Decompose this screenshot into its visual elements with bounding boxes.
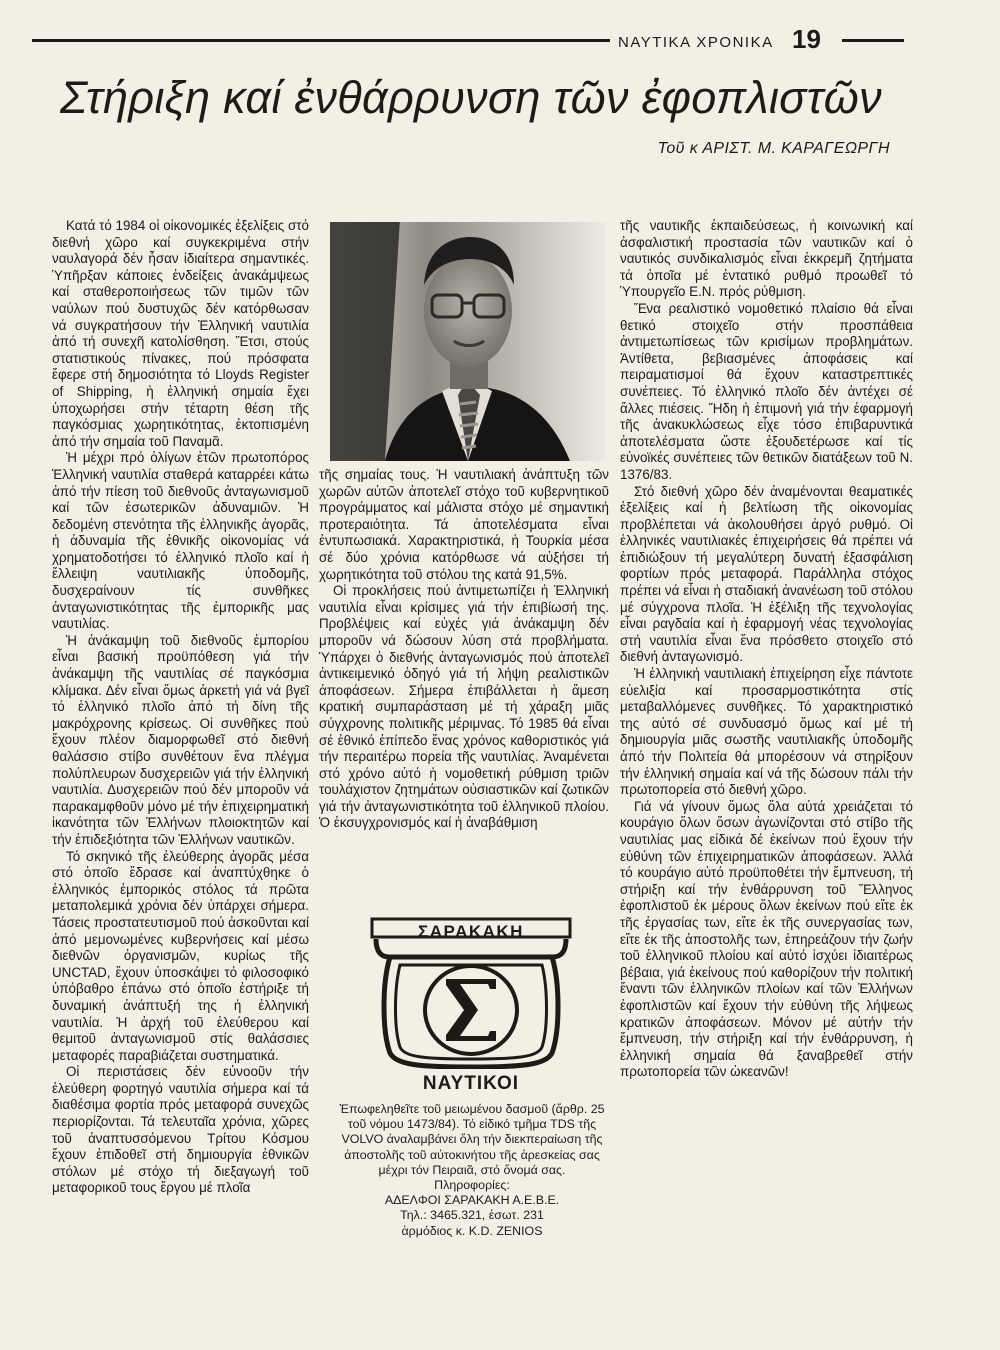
article-column-2: [319, 467, 609, 887]
paragraph: τῆς σημαίας τους. Ἡ ναυτιλιακή ἀνάπτυξη τῶν χωρῶν αὐτῶν ἀποτελεῖ στόχο τοῦ κυβερνητικοῦ προγράμματος καί μάλιστα στόχο μέ σημαντική προτεραιότητα. Τά ἀποτελέσματα εἶναι ἐντυπωσιακά. Χαρακτηριστικά, ἡ Τουρκία μέσα σέ δύο χρόνια κατόρθωσε νά αὐξήσει τή χωρητικότητα τοῦ στόλου της κατά 91,5%.: [319, 467, 609, 582]
article-column-1: [52, 218, 309, 1283]
portrait-illustration: [330, 219, 606, 461]
paragraph: τῆς ναυτικῆς ἐκπαιδεύσεως, ἡ κοινωνική καί ἀσφαλιστική προστασία τῶν ναυτικῶν καί ὁ ναυτικός συνδικαλισμός εἶναι ἐκκρεμῆ ζητήματα τά ὁποῖα μέ ἐντατικό ρυθμό προωθεῖ τό Ὑπουργεῖο Ε.Ν. πρός ρύθμιση.: [620, 218, 913, 300]
paragraph: Κατά τό 1984 οἱ οἰκονομικές ἐξελίξεις στό διεθνή χῶρο καί συγκεκριμένα στήν ναυλαγορά δέν ἦσαν ἰδιαίτερα σημαντικές. Ὑπῆρξαν κάποιες ἐνδείξεις ἀνακάμψεως καί σταθεροποιήσεως τῶν τιμῶν τῶν ναύλων πού δυστυχῶς δέν κατόρθωσαν νά συγκρατήσουν τήν Ἑλληνική ναυτιλία ἀπό τή συνεχῆ κατολίσθηση. Ἔτσι, στούς στατιστικούς πίνακες, πού πρόσφατα ἔφερε στή δημοσιότητα τό Lloyds Register of Shipping, ἡ ἑλληνική σημαία ἔχει ὑποχωρήσει στήν τέταρτη θέση τῆς παγκόσμιας χωρητικότητας, ἐκτοπισμένη ἀπό τήν σημαία τοῦ Παναμᾶ.: [52, 218, 309, 449]
phone-number: Τηλ.: 3465.321, ἐσωτ. 231: [400, 1208, 544, 1223]
paragraph: Ἡ ἀνάκαμψη τοῦ διεθνοῦς ἐμπορίου εἶναι βασική προϋπόθεση γιά τήν ἀνάκαμψη τῆς ναυτιλίας σέ παγκόσμια κλίμακα. Δέν εἶναι ὅμως ἀρκετή γιά νά βγεῖ τό ἑλληνικό πλοῖο ἀπό τή δίνη τῆς μακρόχρονης κρίσεως. Οἱ συνθῆκες πού ἔχουν πλέον διαμορφωθεῖ στό διεθνή θαλάσσιο στίβο συνθέτουν ἕνα πλέγμα πολύπλευρων δυσχερειῶν γιά τήν ἑλληνική ναυτιλία. Δυσχερειῶν πού δέν μποροῦν νά παρακαμφθοῦν μόνο μέ τήν ἐπιχειρηματική ἱκανότητα τῶν Ἑλλήνων πλοιοκτητῶν καί τήν ἐπιδεξιότητα τῶν Ἑλλήνων ναυτικῶν.: [52, 632, 309, 847]
article-title: Στήριξη καί ἐνθάρρυνση τῶν ἐφοπλιστῶν: [60, 72, 882, 123]
brand-name: ΣΑΡΑΚΑΚΗ: [418, 922, 524, 941]
article-column-3: [620, 218, 913, 1288]
page-number: 19: [792, 24, 821, 54]
advertisement-block: [332, 905, 610, 1238]
paragraph: Τό σκηνικό τῆς ἐλεύθερης ἀγορᾶς μέσα στό ὁποῖο ἔδρασε καί ἀναπτύχθηκε ὁ ἑλληνικός ἐμπορικός στόλος τά πρῶτα μεταπολεμικά χρόνια δέν ὑπάρχει σήμερα. Τάσεις προστατευτισμοῦ πού ἀσκοῦνται καί ἀπό μεμονωμένες κυβερνήσεις καί μέσω διεθνῶν ὀργανισμῶν, κυρίως τῆς UNCTAD, ἔχουν ὑποσκάψει τό φιλοσοφικό ὑπόβαθρο ἐπάνω στό ὁποῖο ἐστήριξε τή δυναμική ἀνάπτυξή της ἡ ἑλληνική ναυτιλία. Ἡ ἀρχή τοῦ ἐλεύθερου καί θεμιτοῦ ἀνταγωνισμοῦ στίς θαλάσσιες μεταφορές παραβιάζεται συστηματικά.: [52, 848, 309, 1063]
paragraph: Γιά νά γίνουν ὅμως ὅλα αὐτά χρειάζεται τό κουράγιο ὅλων ὅσων ἀγωνίζονται στό στίβο τῆς ναυτιλίας μας εἰδικά δέ ἐκείνων πού ἔχουν τήν εὐθύνη τῶν ἐπιχειρηματικῶν ἀποφάσεων. Ἀλλά τό κουράγιο αὐτό προϋποθέτει τήν ἔμπνευση, τή στήριξη καί τήν ἐνθάρρυνση τοῦ Ἕλληνος ἐφοπλιστοῦ ἐκ μέρους ὅλων ἐκείνων πού εἴτε ἐκ τῆς ἐργασίας των, εἴτε ἐκ τῆς συνεργασίας των, εἴτε ἐκ τῆς ἀποστολῆς των, ἐπηρεάζουν τήν ζωήν τοῦ ἑλληνικοῦ πλοίου καί αὐτό ἰσχύει ἰδιαιτέρως βέβαια, γιά ἐκείνους πού καθορίζουν τήν πολιτική ἔναντι τῶν ἑλληνικῶν πλοίων καί τῶν Ἑλλήνων ἐφοπλιστῶν καί ἔχουν τήν εὐθύνη τῆς λήψεως κρατικῶν ἀποφάσεων. Μόνον μέ αὐτήν τήν ἔμπνευση, τήν στήριξη καί τήν ἐνθάρρυνση, ἡ ἑλληνική σημαία θά ξαναβρεθεῖ στήν πρωτοπορεία τῶν ὠκεανῶν!: [620, 798, 913, 1080]
company-name: ΑΔΕΛΦΟΙ ΣΑΡΑΚΑΚΗ Α.Ε.Β.Ε.: [384, 1193, 560, 1208]
paragraph: Ἡ μέχρι πρό ὀλίγων ἐτῶν πρωτοπόρος Ἑλληνική ναυτιλία σταθερά καταρρέει κάτω ἀπό τήν πίεση τοῦ διεθνοῦς ἀνταγωνισμοῦ καί τῶν ἐσωτερικῶν ἀδυναμιῶν. Ἡ δεδομένη στενότητα τῆς ἑλληνικῆς ἀγορᾶς, ἡ ἀδυναμία τῆς ἐθνικῆς οἰκονομίας νά χρηματοδοτήσει τό ἑλληνικό πλοῖο καί ἡ ἔλλειψη ναυτιλιακῆς ὑποδομῆς, δυσχεραίνουν τίς συνθῆκες ἀνταγωνιστικότητας τῆς ἐμπορικῆς μας ναυτιλίας.: [52, 450, 309, 632]
journal-name: ΝΑΥΤΙΚΑ ΧΡΟΝΙΚΑ: [618, 34, 774, 51]
paragraph: Ἕνα ρεαλιστικό νομοθετικό πλαίσιο θά εἶναι θετικό στοιχεῖο στήν προσπάθεια ἀντιμετωπίσεως τῶν κρισίμων προβλημάτων. Ἀντίθετα, βεβιασμένες ἀποφάσεις καί πειραματισμοί θά ἔχουν καταστρεπτικές συνέπειες. Τό ἑλληνικό πλοῖο δέν ἀντέχει σέ ἄλλες πιέσεις. Ἤδη ἡ ἐπιμονή γιά τήν ἐφαρμογή τῆς ἀνακυκλώσεως εἶχε τόσο ἐπιβαρυντικά ἀποτελέσματα ὥστε ἐξουδετέρωσε καί τίς εὐνοϊκές συνέπειες τῶν θετικῶν διατάξεων τοῦ Ν. 1376/83.: [620, 300, 913, 482]
advertisement-body: [336, 1102, 608, 1239]
paragraph: Στό διεθνή χῶρο δέν ἀναμένονται θεαματικές ἐξελίξεις καί ἡ βελτίωση τῆς οἰκονομίας προβλέπεται νά ἀκολουθήσει ἀργό ρυθμό. Οἱ ἑλληνικές ναυτιλιακές ἐπιχειρήσεις θά πρέπει νά ἐπιδιώξουν τή μεγαλύτερη δυνατή ἐξασφάλιση φορτίων πρός μεταφορά. Παράλληλα στόχος πρέπει νά εἶναι ἡ σταδιακή ἀνανέωση τοῦ στόλου μέ σύγχρονα πλοῖα. Ἡ ἐξέλιξη τῆς τεχνολογίας εἶναι ραγδαία καί ἡ ἐφαρμογή νέας τεχνολογίας στή ναυτιλία εἶναι ἕνα πρόσθετο στοιχεῖο στό διεθνή ἀνταγωνισμό.: [620, 483, 913, 665]
header-rule-left: [32, 39, 610, 42]
paragraph: Ἡ ἑλληνική ναυτιλιακή ἐπιχείρηση εἶχε πάντοτε εὐελιξία καί προσαρμοστικότητα στίς μεταβαλλόμενες συνθῆκες. Τό χαρακτηριστικό της αὐτό σέ συνδυασμό ὅμως καί μέ τή δημιουργία μιᾶς σωστῆς ναυτιλιακῆς ὑποδομῆς ἀπό τήν Πολιτεία θά μπορέσουν νά στηρίξουν τήν ἑλληνική σημαία καί νά τῆς δώσουν πάλι τήν πρωτοπορεία στό διεθνή χῶρο.: [620, 666, 913, 798]
paragraph: Οἱ περιστάσεις δέν εὐνοοῦν τήν ἐλεύθερη φορτηγό ναυτιλία σήμερα καί τά διαθέσιμα φορτία πρός μεταφορά συνεχῶς περιορίζονται. Τά τελευταῖα χρόνια, χῶρες τοῦ ἀναπτυσσόμενου Τρίτου Κόσμου ἔχουν ἐπιδοθεῖ στή δημιουργία ἐθνικῶν στόλων μέ στόχο τή διεξαγωγή τοῦ μεταφορικοῦ τους ἔργου μέ πλοῖα: [52, 1064, 309, 1196]
header-rule-right: [842, 39, 904, 42]
author-portrait-photo: [330, 219, 606, 461]
article-byline: Τοῦ κ ΑΡΙΣΤ. Μ. ΚΑΡΑΓΕΩΡΓΗ: [657, 140, 890, 157]
paragraph: Οἱ προκλήσεις πού ἀντιμετωπίζει ἡ Ἑλληνική ναυτιλία εἶναι κρίσιμες γιά τήν ἐπιβίωσή της. Προβλέψεις καί εὐχές γιά ἀνάκαμψη δέν μποροῦν νά δώσουν λύση στά προβλήματα. Ὑπάρχει ὁ διεθνής ἀνταγωνισμός πού ἀποτελεῖ ἀντικειμενικό ὁδηγό γιά τή λήψη ρεαλιστικῶν ἀποφάσεων. Σήμερα ἐπιβάλλεται ἡ ἄμεση κρατική συμπαράσταση μέ τή χάραξη μιᾶς σύγχρονης πολιτικῆς μέριμνας. Τό 1985 θά εἶναι σέ ἐθνικό ἐπίπεδο ἕνας χρόνος καθοριστικός γιά τήν περαιτέρω πορεία τῆς ναυτιλίας. Ἀναμένεται στό χρόνο αὐτό ἡ νομοθετική ρύθμιση τριῶν τουλάχιστον ζητημάτων οὐσιαστικῶν καί ζωτικῶν γιά τήν ἀνταγωνιστικότητα τοῦ ἑλληνικοῦ πλοίου. Ὁ ἐκσυγχρονισμός καί ἡ ἀναβάθμιση: [319, 583, 609, 831]
contact-person: ἁρμόδιος κ. K.D. ZENIOS: [401, 1223, 543, 1238]
info-label: Πληροφορίες:: [434, 1178, 510, 1193]
advertisement-title: ΝΑΥΤΙΚΟΙ: [422, 1073, 520, 1094]
brand-logo: [360, 913, 582, 1069]
advertisement-text: Ἐπωφεληθεῖτε τοῦ μειωμένου δασμοῦ (ἄρθρ. 25 τοῦ νόμου 1473/84). Τό εἰδικό τμῆμα TDS τῆς VOLVO ἀναλαμβάνει ὅλη τήν διεκπεραίωση τῆς ἀποστολῆς τοῦ αὐτοκινήτου τῆς ἀρεσκείας σας μέχρι τόν Πειραιᾶ, στό ὄνομά σας.: [339, 1102, 605, 1177]
